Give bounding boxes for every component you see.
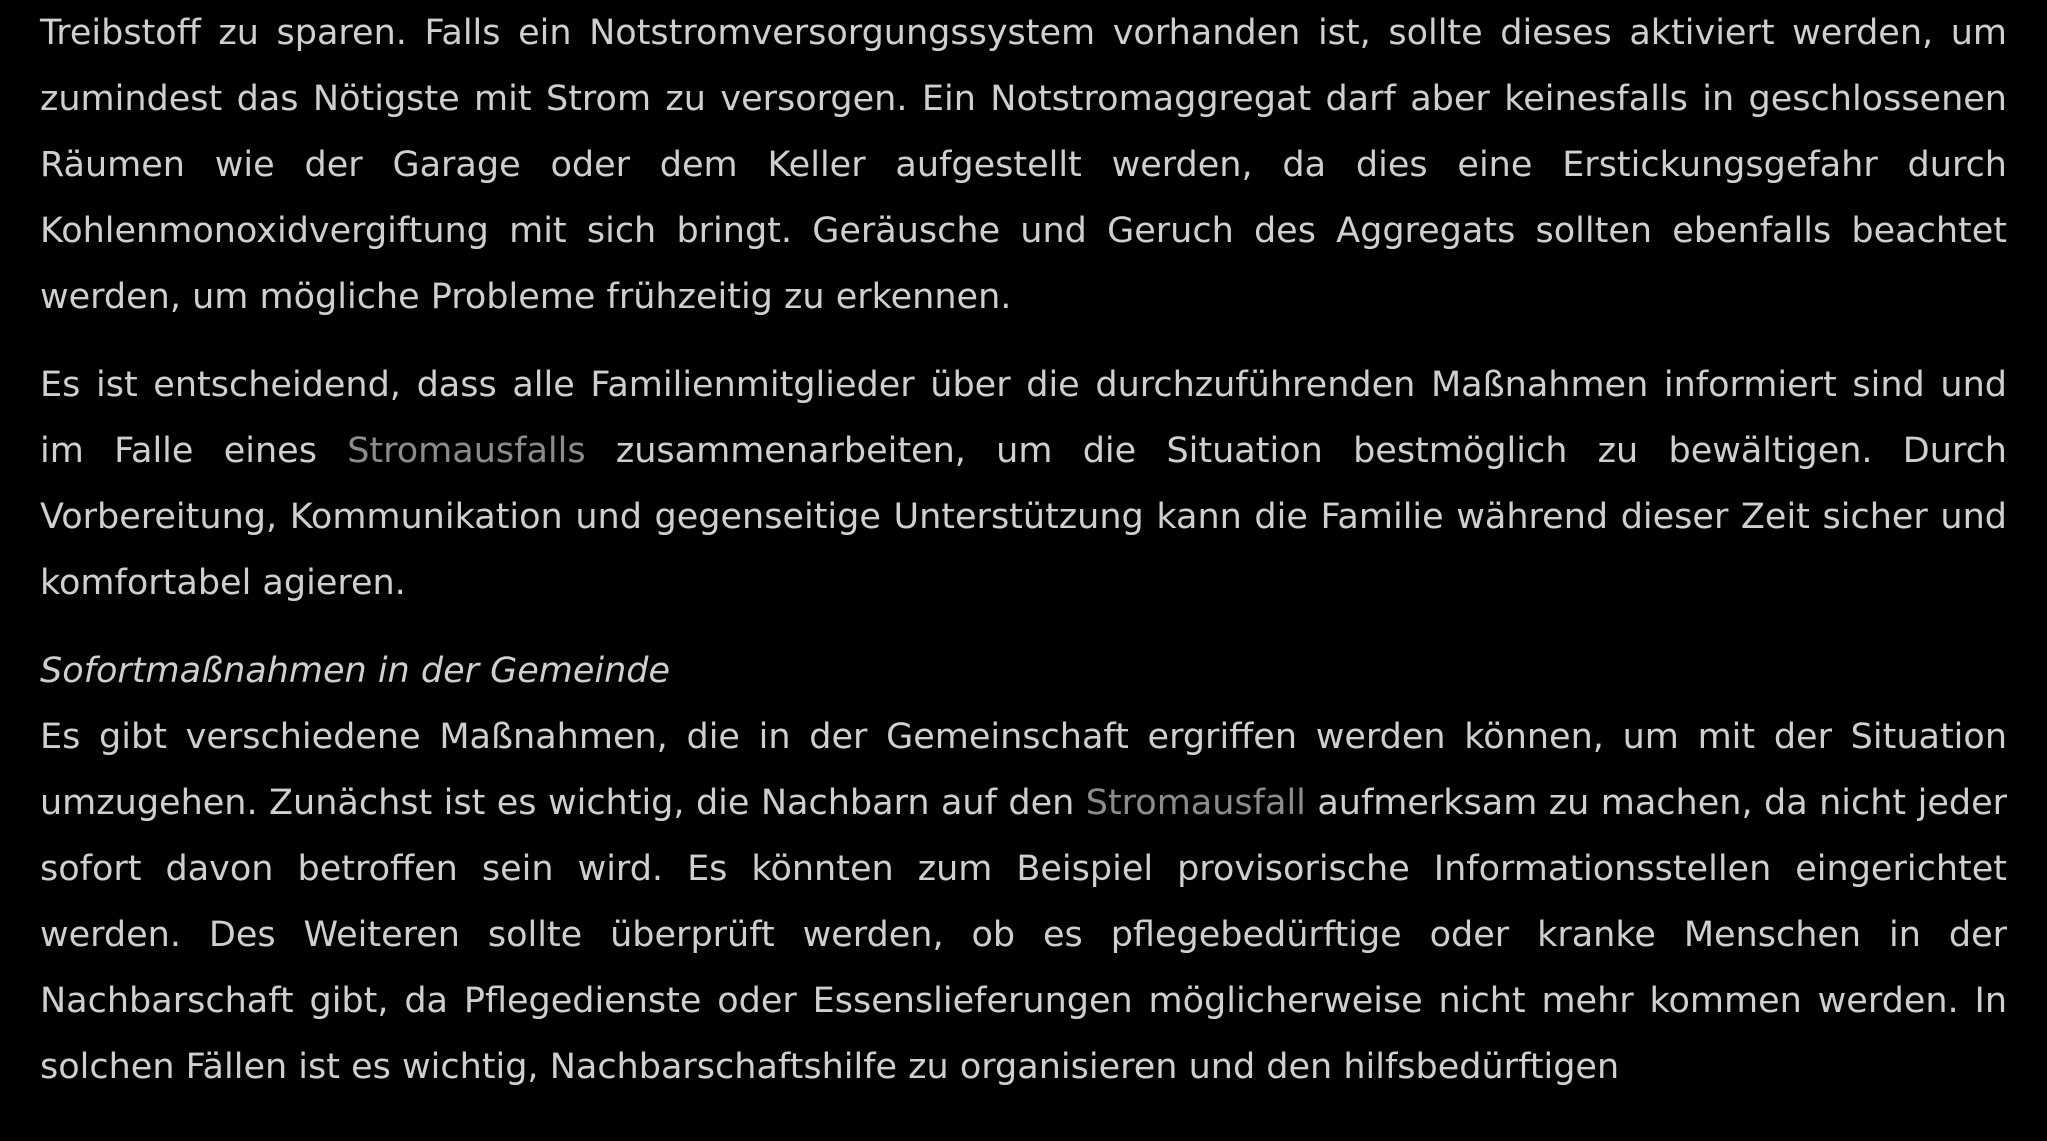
paragraph-text: Es gibt verschiedene Maßnahmen, die in der Gemeinschaft ergriffen werden können, um mit der Situation umzugehen. Zunächst ist es wichtig, die Nachbarn auf den — [40, 717, 2007, 823]
paragraph — [40, 352, 2007, 616]
paragraph-text: Es ist entscheidend, dass alle Familienmitglieder über die durchzuführenden Maßnahmen informiert sind und im Falle eines — [40, 365, 2007, 471]
reader-content — [40, 0, 2007, 1100]
glossary-link-stromausfall[interactable]: Stromausfall — [1085, 783, 1306, 823]
section-heading: Sofortmaßnahmen in der Gemeinde — [40, 651, 671, 691]
paragraph — [40, 704, 2007, 1100]
glossary-link-stromausfalls[interactable]: Stromausfalls — [347, 431, 586, 471]
paragraph-text: aufmerksam zu machen, da nicht jeder sofort davon betroffen sein wird. Es könnten zum Beispiel provisorische Informationsstellen eingerichtet werden. Des Weiteren sollte überprüft werden, ob es pflegebedürftige oder kranke Menschen in der Nachbarschaft gibt, da Pflegedienste oder Essenslieferungen möglicherweise nicht mehr kommen werden. In solchen Fällen ist es wichtig, Nachbarschaftshilfe zu organisieren und den hilfsbedürftigen — [40, 783, 2007, 1087]
paragraph: Treibstoff zu sparen. Falls ein Notstromversorgungssystem vorhanden ist, sollte dieses aktiviert werden, um zumindest das Nötigste mit Strom zu versorgen. Ein Notstromaggregat darf aber keinesfalls in geschlossenen Räumen wie der Garage oder dem Keller aufgestellt werden, da dies eine Erstickungsgefahr durch Kohlenmonoxidvergiftung mit sich bringt. Geräusche und Geruch des Aggregats sollten ebenfalls beachtet werden, um mögliche Probleme frühzeitig zu erkennen. — [40, 13, 2007, 317]
paragraph-text: zusammenarbeiten, um die Situation bestmöglich zu bewältigen. Durch Vorbereitung, Kommunikation und gegenseitige Unterstützung kann die Familie während dieser Zeit sicher und komfortabel agieren. — [40, 431, 2007, 603]
